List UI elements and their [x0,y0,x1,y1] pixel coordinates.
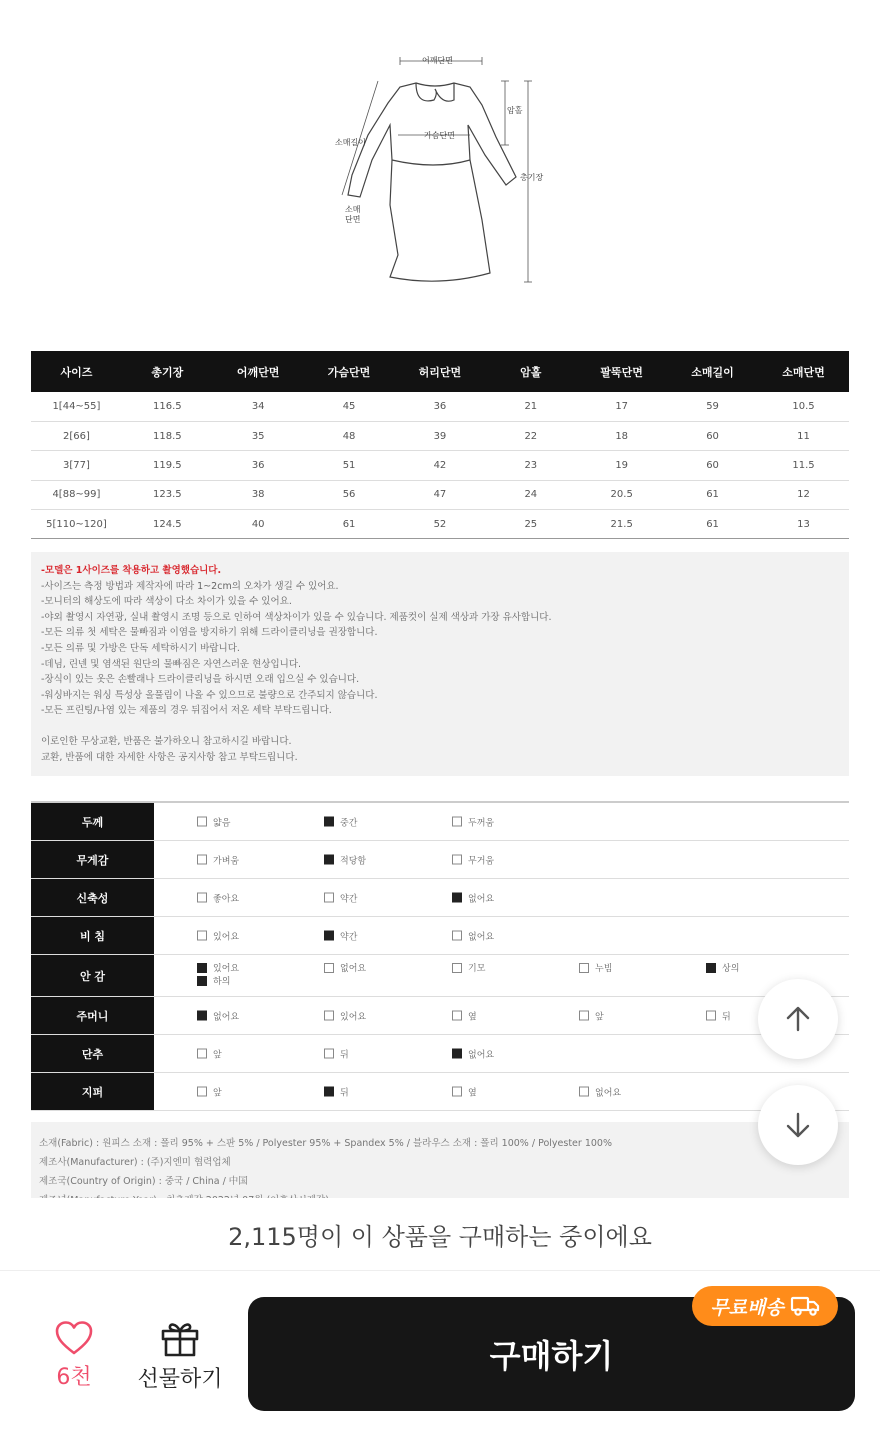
unchecked-box-icon [579,963,589,973]
size-cell: 19 [576,451,667,480]
size-cell: 61 [304,510,395,539]
size-cell: 4[88~99] [31,480,122,509]
checked-box-icon [324,1087,334,1097]
size-row [31,510,849,539]
attribute-option [197,929,239,942]
like-count: 6천 [56,1365,92,1390]
attribute-label: 두께 [31,803,154,840]
unchecked-box-icon [452,931,462,941]
size-cell: 22 [485,421,576,450]
size-cell: 21 [485,392,576,421]
size-cell: 36 [395,392,486,421]
size-cell: 56 [304,480,395,509]
size-cell: 24 [485,480,576,509]
size-cell: 3[77] [31,451,122,480]
size-cell: 48 [304,421,395,450]
size-cell: 1[44~55] [31,392,122,421]
size-cell: 59 [667,392,758,421]
notice-line: -장식이 있는 옷은 손빨래나 드라이클리닝을 하시면 오래 입으실 수 있습니다. [41,674,360,686]
attribute-option [197,815,230,828]
attribute-option-label: 뒤 [340,1088,349,1098]
info-line: 제조국(Country of Origin) : 중국 / China / 中国 [39,1176,248,1187]
attribute-option-label: 가벼움 [213,856,240,866]
attribute-row [31,997,849,1035]
attribute-option [706,1009,731,1022]
attribute-option [324,1009,366,1022]
unchecked-box-icon [324,893,334,903]
diagram-label-total-length: 총기장 [520,173,544,182]
unchecked-box-icon [197,931,207,941]
attribute-option [452,815,494,828]
attribute-label: 신축성 [31,879,154,916]
attribute-option-label: 없어요 [468,1050,495,1060]
size-cell: 51 [304,451,395,480]
diagram-label-sleeve-width-2: 단면 [345,215,361,224]
size-header-cell: 암홀 [485,351,576,392]
attribute-option-label: 없어요 [213,1012,240,1022]
attribute-option-label: 없어요 [468,932,495,942]
attribute-row [31,803,849,841]
notice-footer-line: 교환, 반품에 대한 자세한 사항은 공지사항 참고 부탁드립니다. [41,751,298,763]
attribute-option [324,815,357,828]
size-cell: 119.5 [122,451,213,480]
size-header-cell: 허리단면 [395,351,486,392]
checked-box-icon [324,817,334,827]
size-cell: 61 [667,480,758,509]
heart-icon [54,1320,94,1356]
free-shipping-label: 무료배송 [710,1296,784,1319]
attribute-option [452,929,494,942]
size-cell: 11 [758,421,849,450]
attribute-option [197,961,239,974]
composition-info [31,1122,849,1202]
attribute-option-label: 없어요 [595,1088,622,1098]
notice-line: -모든 의류 및 가방은 단독 세탁하시기 바랍니다. [41,642,240,654]
notice-line: -데님, 린넨 및 염색된 원단의 물빠짐은 자연스러운 현상입니다. [41,658,302,670]
size-table-header [31,351,849,392]
attribute-option-label: 옆 [468,1012,477,1022]
checked-box-icon [452,1049,462,1059]
size-cell: 40 [213,510,304,539]
attribute-option [579,961,612,974]
size-cell: 21.5 [576,510,667,539]
size-cell: 35 [213,421,304,450]
size-cell: 36 [213,451,304,480]
size-cell: 23 [485,451,576,480]
scroll-up-button[interactable] [758,979,838,1059]
checked-box-icon [324,931,334,941]
dress-size-diagram [320,45,560,295]
truck-icon [790,1295,820,1317]
size-cell: 47 [395,480,486,509]
size-cell: 20.5 [576,480,667,509]
attribute-option-label: 상의 [722,964,740,974]
notice-box [31,552,849,776]
size-header-cell: 소매길이 [667,351,758,392]
diagram-label-sleeve-width-1: 소매 [345,205,361,214]
notice-line: -사이즈는 측정 방법과 제작자에 따라 1~2cm의 오차가 생길 수 있어요. [41,580,339,592]
size-cell: 18 [576,421,667,450]
attribute-option [579,1009,604,1022]
attribute-option-label: 좋아요 [213,894,240,904]
attribute-option-label: 약간 [340,894,358,904]
notice-highlight: -모델은 1사이즈를 착용하고 촬영했습니다. [41,565,222,576]
gift-icon [160,1320,200,1358]
attribute-option-label: 앞 [595,1012,604,1022]
size-cell: 39 [395,421,486,450]
notice-line: -모든 의류 첫 세탁은 물빠짐과 이염을 방지하기 위해 드라이클리닝을 권장합니다. [41,627,378,639]
scroll-down-button[interactable] [758,1085,838,1165]
attribute-label: 단추 [31,1035,154,1072]
size-cell: 124.5 [122,510,213,539]
unchecked-box-icon [324,963,334,973]
attribute-option-label: 옆 [468,1088,477,1098]
attribute-option [197,1085,222,1098]
info-line: 소재(Fabric) : 원피스 소재 : 폴리 95% + 스판 5% / Polyester 95% + Spandex 5% / 블라우스 소재 : 폴리 100% / Polyester 100% [39,1138,612,1149]
notice-line: -야외 촬영시 자연광, 실내 촬영시 조명 등으로 인하여 색상차이가 있을 수 있습니다. 제품컷이 실제 색상과 가장 유사합니다. [41,611,552,623]
unchecked-box-icon [324,1049,334,1059]
gift-button[interactable] [130,1320,230,1400]
attribute-option [197,891,239,904]
attribute-option [324,1047,349,1060]
attribute-option-label: 뒤 [722,1012,731,1022]
size-header-cell: 사이즈 [31,351,122,392]
size-cell: 60 [667,451,758,480]
attribute-label: 주머니 [31,997,154,1034]
free-shipping-badge [692,1286,838,1326]
diagram-label-chest: 가슴단면 [424,131,455,140]
attribute-option-label: 있어요 [213,964,240,974]
attribute-option-label: 적당함 [340,856,367,866]
diagram-label-shoulder: 어깨단면 [422,56,453,65]
size-row [31,480,849,509]
gift-label: 선물하기 [137,1367,223,1392]
notice-line: -워싱바지는 워싱 특성상 올풀림이 나올 수 있으므로 불량으로 간주되지 않습니다. [41,689,378,701]
size-header-cell: 소매단면 [758,351,849,392]
size-cell: 61 [667,510,758,539]
diagram-label-armhole: 암홀 [507,106,523,115]
size-cell: 38 [213,480,304,509]
fabric-attribute-table [31,801,849,1111]
size-header-cell: 총기장 [122,351,213,392]
attribute-option-label: 얇음 [213,818,231,828]
unchecked-box-icon [452,817,462,827]
attribute-option [197,1047,222,1060]
attribute-label: 무게감 [31,841,154,878]
attribute-label: 지퍼 [31,1073,154,1110]
size-cell: 2[66] [31,421,122,450]
attribute-option [452,1085,477,1098]
unchecked-box-icon [197,1087,207,1097]
attribute-option [324,1085,349,1098]
size-cell: 34 [213,392,304,421]
attribute-row [31,841,849,879]
unchecked-box-icon [452,1087,462,1097]
attribute-row [31,1035,849,1073]
size-cell: 11.5 [758,451,849,480]
attribute-row [31,879,849,917]
info-line: 제조사(Manufacturer) : (주)지엔미 협력업체 [39,1157,231,1168]
attribute-option [452,961,485,974]
attribute-option-label: 있어요 [340,1012,367,1022]
attribute-row [31,917,849,955]
attribute-option [706,961,739,974]
arrow-up-icon [783,1004,813,1034]
attribute-option [452,853,494,866]
buy-label: 구매하기 [489,1337,614,1375]
diagram-label-sleeve-length: 소매길이 [335,138,366,147]
size-cell: 13 [758,510,849,539]
attribute-option [579,1085,621,1098]
attribute-option-label: 하의 [213,977,231,987]
unchecked-box-icon [197,1049,207,1059]
attribute-option [324,961,366,974]
unchecked-box-icon [197,893,207,903]
attribute-option [452,891,494,904]
notice-footer-line: 이로인한 무상교환, 반품은 불가하오니 참고하시길 바랍니다. [41,735,292,747]
size-cell: 25 [485,510,576,539]
size-header-cell: 어깨단면 [213,351,304,392]
size-cell: 123.5 [122,480,213,509]
size-row [31,392,849,421]
attribute-option-label: 무거움 [468,856,495,866]
size-cell: 10.5 [758,392,849,421]
buying-now-text: 2,115명이 이 상품을 구매하는 중이에요 [0,1198,880,1271]
notice-line: -모니터의 해상도에 따라 색상이 다소 차이가 있을 수 있어요. [41,596,292,608]
checked-box-icon [324,855,334,865]
attribute-option-label: 누빔 [595,964,613,974]
checked-box-icon [706,963,716,973]
size-cell: 42 [395,451,486,480]
size-cell: 116.5 [122,392,213,421]
unchecked-box-icon [579,1087,589,1097]
attribute-option-label: 앞 [213,1088,222,1098]
attribute-option [324,891,357,904]
size-cell: 17 [576,392,667,421]
unchecked-box-icon [197,855,207,865]
size-header-cell: 팔뚝단면 [576,351,667,392]
checked-box-icon [197,976,207,986]
size-cell: 118.5 [122,421,213,450]
checked-box-icon [452,893,462,903]
unchecked-box-icon [197,817,207,827]
checked-box-icon [197,1011,207,1021]
size-cell: 12 [758,480,849,509]
attribute-option-label: 뒤 [340,1050,349,1060]
size-cell: 45 [304,392,395,421]
attribute-option [197,853,239,866]
attribute-option-label: 없어요 [340,964,367,974]
attribute-option [324,853,366,866]
size-row [31,451,849,480]
attribute-option-label: 중간 [340,818,358,828]
size-header-cell: 가슴단면 [304,351,395,392]
unchecked-box-icon [579,1011,589,1021]
attribute-row [31,1073,849,1111]
attribute-option [324,929,357,942]
attribute-option-label: 앞 [213,1050,222,1060]
attribute-label: 비 침 [31,917,154,954]
unchecked-box-icon [706,1011,716,1021]
unchecked-box-icon [452,1011,462,1021]
attribute-option-label: 약간 [340,932,358,942]
notice-line: -모든 프린팅/나염 있는 제품의 경우 뒤집어서 저온 세탁 부탁드립니다. [41,705,332,717]
size-table [31,351,849,539]
arrow-down-icon [783,1110,813,1140]
attribute-option [197,974,230,987]
like-button[interactable] [38,1320,110,1400]
unchecked-box-icon [324,1011,334,1021]
attribute-option-label: 있어요 [213,932,240,942]
attribute-row [31,955,849,997]
size-cell: 52 [395,510,486,539]
attribute-option [452,1047,494,1060]
attribute-option-label: 두꺼움 [468,818,495,828]
attribute-option [452,1009,477,1022]
attribute-option [197,1009,239,1022]
size-cell: 60 [667,421,758,450]
attribute-option-label: 없어요 [468,894,495,904]
size-cell: 5[110~120] [31,510,122,539]
unchecked-box-icon [452,963,462,973]
size-row [31,421,849,450]
unchecked-box-icon [452,855,462,865]
checked-box-icon [197,963,207,973]
attribute-option-label: 기모 [468,964,486,974]
attribute-label: 안 감 [31,955,154,996]
